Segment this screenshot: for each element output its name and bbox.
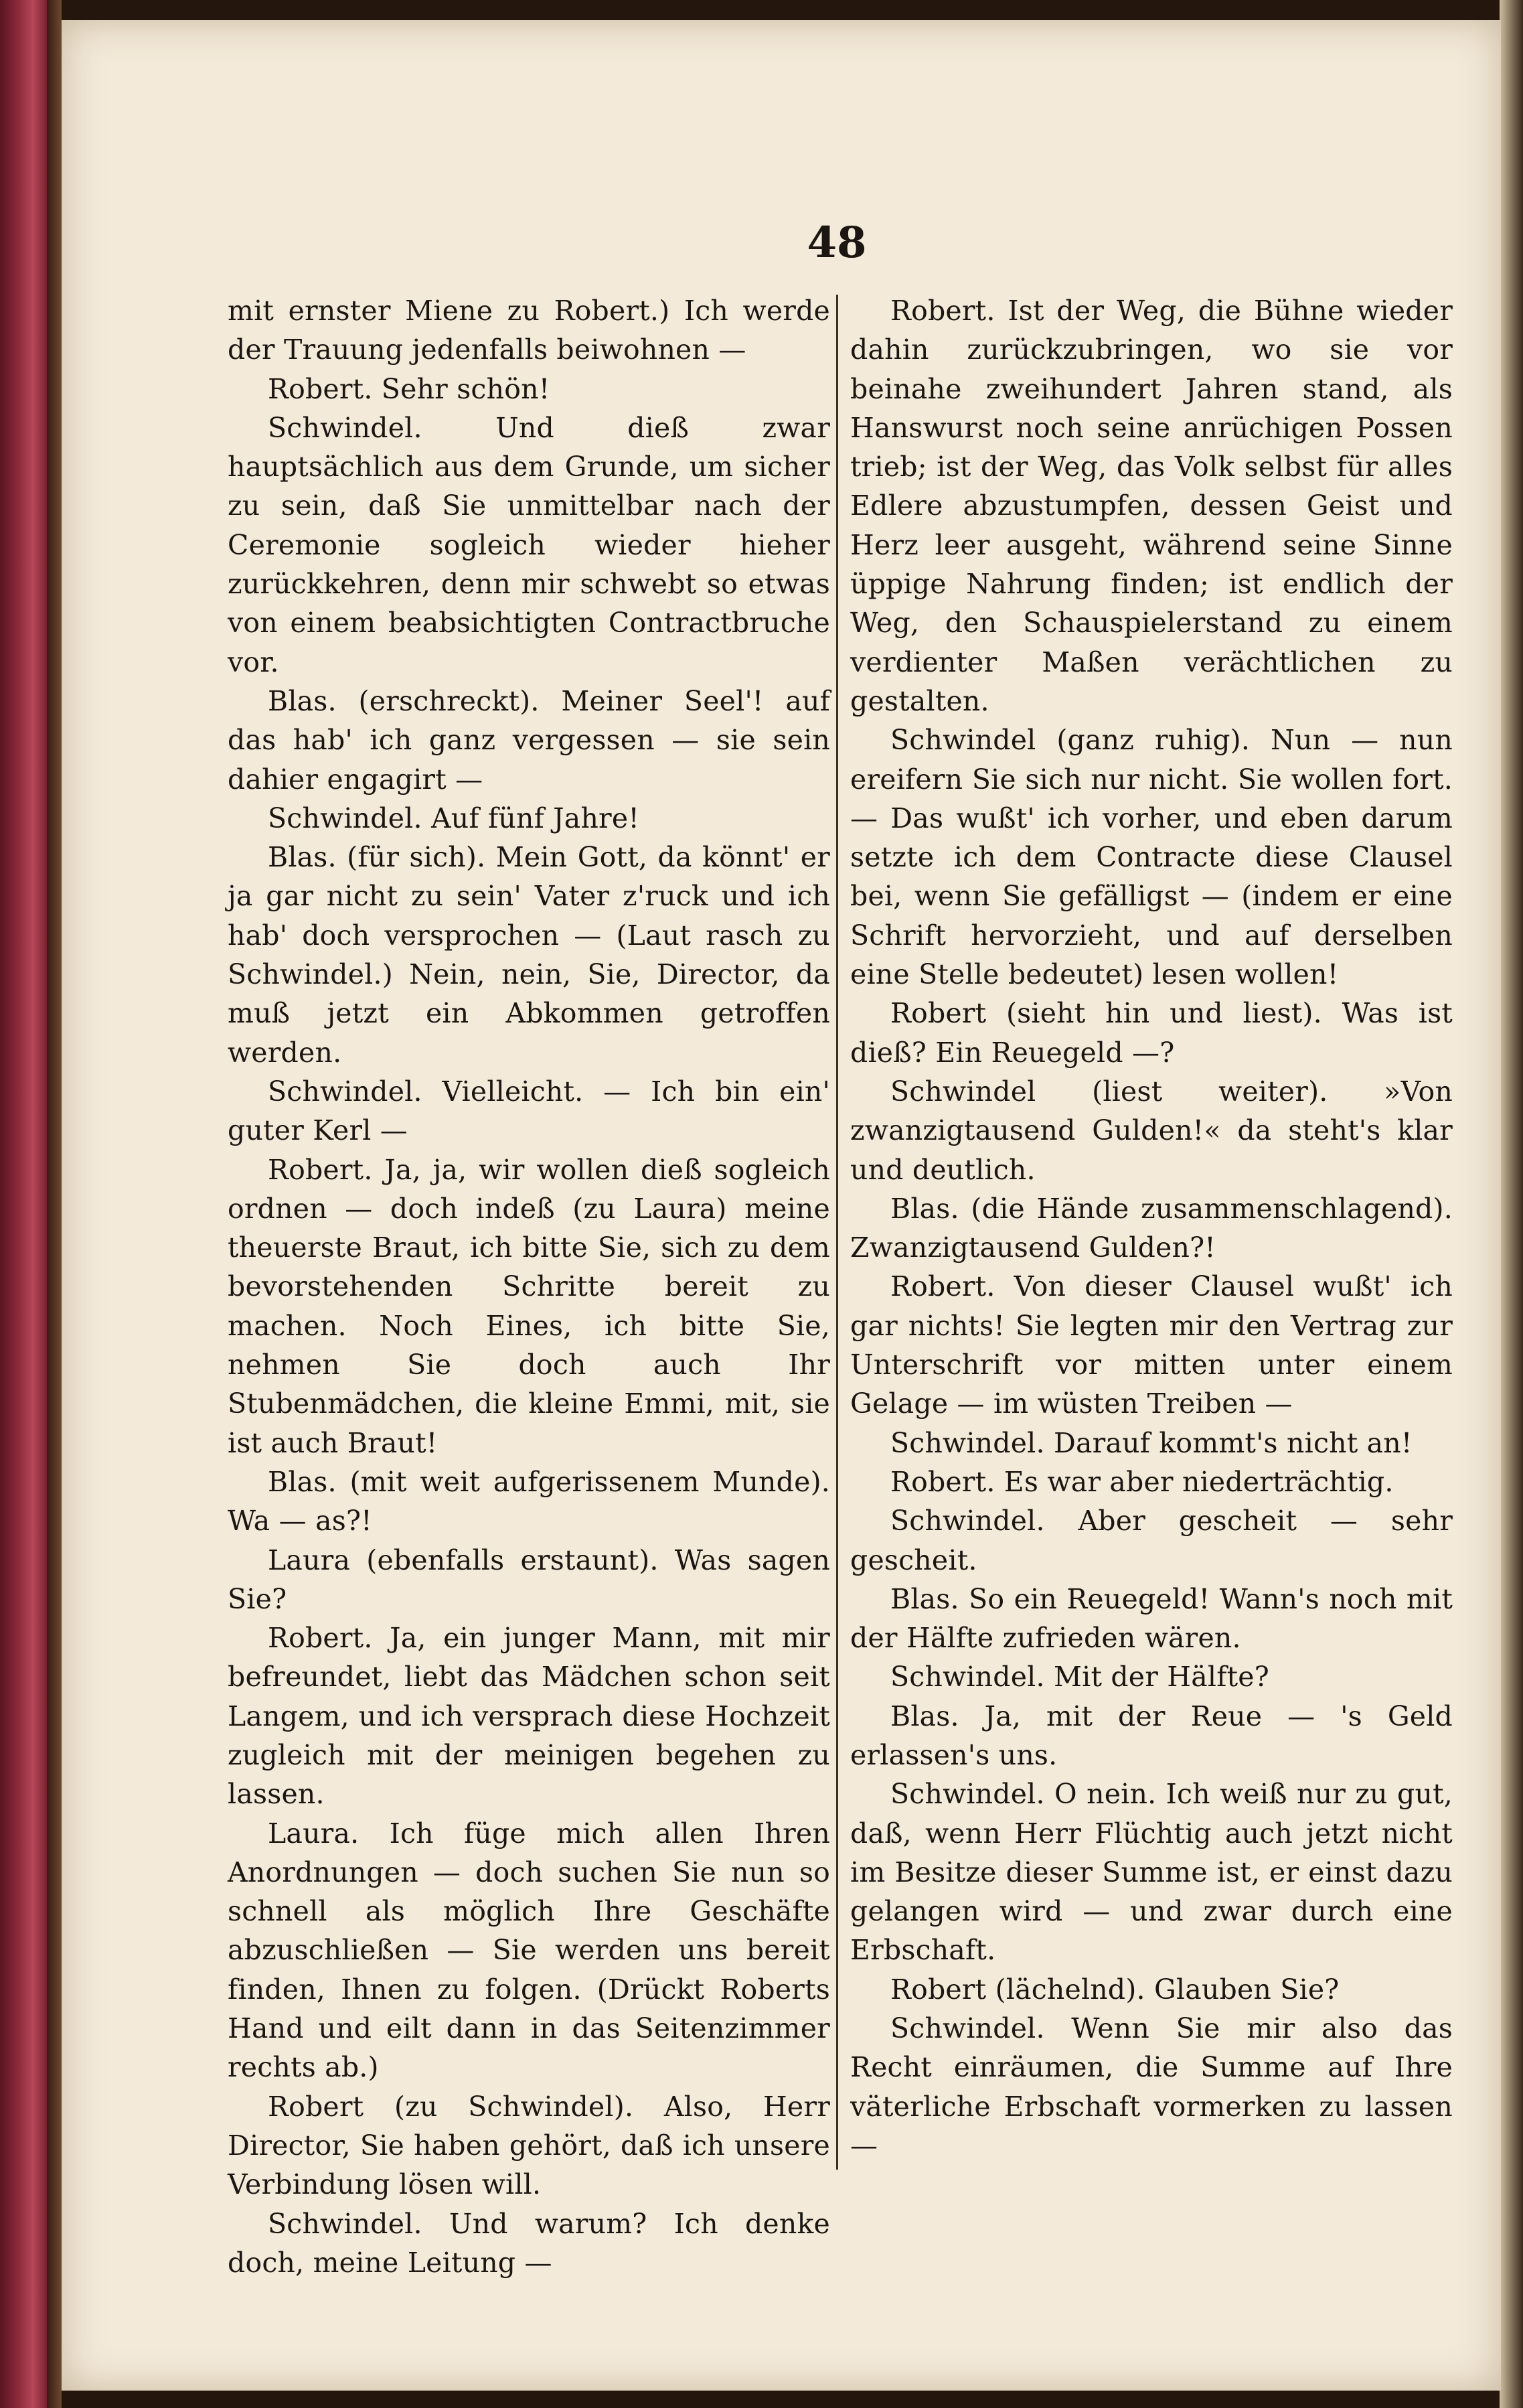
paragraph: Schwindel. Vielleicht. — Ich bin ein' guter Kerl — (228, 1075, 830, 1147)
page-edge (1500, 0, 1523, 2408)
paragraph: Blas. Ja, mit der Reue — 's Geld erlassen's uns. (850, 1700, 1453, 1771)
paragraph: Robert (sieht hin und liest). Was ist dieß? Ein Reuegeld —? (850, 997, 1453, 1069)
paragraph: Schwindel. Wenn Sie mir also das Recht einräumen, die Summe auf Ihre väterliche Erbschaft vormerken zu lassen — (850, 2012, 1453, 2162)
paragraph: Schwindel. Auf fünf Jahre! (268, 802, 639, 834)
paragraph: Schwindel. Und warum? Ich denke doch, meine Leitung — (228, 2207, 830, 2279)
paragraph: Blas. (erschreckt). Meiner Seel'! auf das hab' ich ganz vergessen — sie sein dahier engagirt — (228, 684, 830, 796)
paragraph: Robert (lächelnd). Glauben Sie? (890, 1973, 1340, 2006)
column-divider (836, 295, 838, 2170)
paragraph: Schwindel (ganz ruhig). Nun — nun ereifern Sie sich nur nicht. Sie wollen fort. — Das wußt' ich vorher, und eben darum setzte ich dem Contracte diese Clausel bei, wenn Sie gefälligst — (indem er eine Schrift hervorzieht, und auf derselben eine Stelle bedeutet) lesen wollen! (850, 724, 1453, 991)
paragraph: Robert. Ja, ein junger Mann, mit mir befreundet, liebt das Mädchen schon seit Langem, und ich versprach diese Hochzeit zugleich mit der meinigen begehen zu lassen. (228, 1622, 830, 1811)
left-column (228, 291, 830, 2282)
paragraph: Blas. (für sich). Mein Gott, da könnt' er ja gar nicht zu sein' Vater z'ruck und ich hab' doch versprochen — (Laut rasch zu Schwindel.) Nein, nein, Sie, Director, da muß jetzt ein Abkommen getroffen werden. (228, 841, 830, 1069)
paragraph: Schwindel. Darauf kommt's nicht an! (890, 1426, 1413, 1459)
paragraph: Schwindel. Mit der Hälfte? (890, 1661, 1269, 1694)
paragraph: Robert. Ja, ja, wir wollen dieß sogleich ordnen — doch indeß (zu Laura) meine theuerste Braut, ich bitte Sie, sich zu dem bevorstehenden Schritte bereit zu machen. Noch Eines, ich bitte Sie, nehmen Sie doch auch Ihr Stubenmädchen, die kleine Emmi, mit, sie ist auch Braut! (228, 1153, 830, 1459)
paragraph: Schwindel. O nein. Ich weiß nur zu gut, daß, wenn Herr Flüchtig auch jetzt nicht im Besitze dieser Summe ist, er einst dazu gelangen wird — und zwar durch eine Erbschaft. (850, 1778, 1453, 1967)
paragraph: Robert. Sehr schön! (268, 372, 550, 405)
paragraph: Blas. (mit weit aufgerissenem Munde). Wa — as?! (228, 1465, 830, 1537)
page-number: 48 (807, 218, 867, 268)
paragraph: Schwindel (liest weiter). »Von zwanzigtausend Gulden!« da steht's klar und deutlich. (850, 1075, 1453, 1186)
paragraph: Schwindel. Aber gescheit — sehr gescheit. (850, 1505, 1453, 1576)
paragraph: mit ernster Miene zu Robert.) Ich werde der Trauung jedenfalls beiwohnen — (228, 295, 830, 366)
paragraph: Blas. (die Hände zusammenschlagend). Zwanzigtausend Gulden?! (850, 1192, 1453, 1264)
paragraph: Robert (zu Schwindel). Also, Herr Director, Sie haben gehört, daß ich unsere Verbindung lösen will. (228, 2090, 830, 2201)
paragraph: Blas. So ein Reuegeld! Wann's noch mit der Hälfte zufrieden wären. (850, 1582, 1453, 1655)
paragraph: Laura. Ich füge mich allen Ihren Anordnungen — doch suchen Sie nun so schnell als möglich Ihre Geschäfte abzuschließen — Sie werden uns bereit finden, Ihnen zu folgen. (Drückt Roberts Hand und eilt dann in das Seitenzimmer rechts ab.) (228, 1817, 830, 2084)
paragraph: Robert. Es war aber niederträchtig. (890, 1465, 1394, 1498)
binding-edge (47, 0, 62, 2408)
paragraph: Laura (ebenfalls erstaunt). Was sagen Sie? (228, 1544, 830, 1615)
paragraph: Schwindel. Und dieß zwar hauptsächlich aus dem Grunde, um sicher zu sein, daß Sie unmittelbar nach der Ceremonie sogleich wieder hieher zurückkehren, denn mir schwebt so etwas von einem beabsichtigten Contractbruche vor. (228, 411, 830, 678)
paragraph: Robert. Ist der Weg, die Bühne wieder dahin zurückzubringen, wo sie vor beinahe zweihundert Jahren stand, als Hanswurst noch seine anrüchigen Possen trieb; ist der Weg, das Volk selbst für alles Edlere abzustumpfen, dessen Geist und Herz leer ausgeht, während seine Sinne üppige Nahrung finden; ist endlich der Weg, den Schauspielerstand zu einem verdienter Maßen verächtlichen zu gestalten. (850, 295, 1453, 717)
right-column (850, 291, 1453, 2165)
paragraph: Robert. Von dieser Clausel wußt' ich gar nichts! Sie legten mir den Vertrag zur Unterschrift vor mitten unter einem Gelage — im wüsten Treiben — (850, 1270, 1453, 1420)
book-spine (0, 0, 47, 2408)
